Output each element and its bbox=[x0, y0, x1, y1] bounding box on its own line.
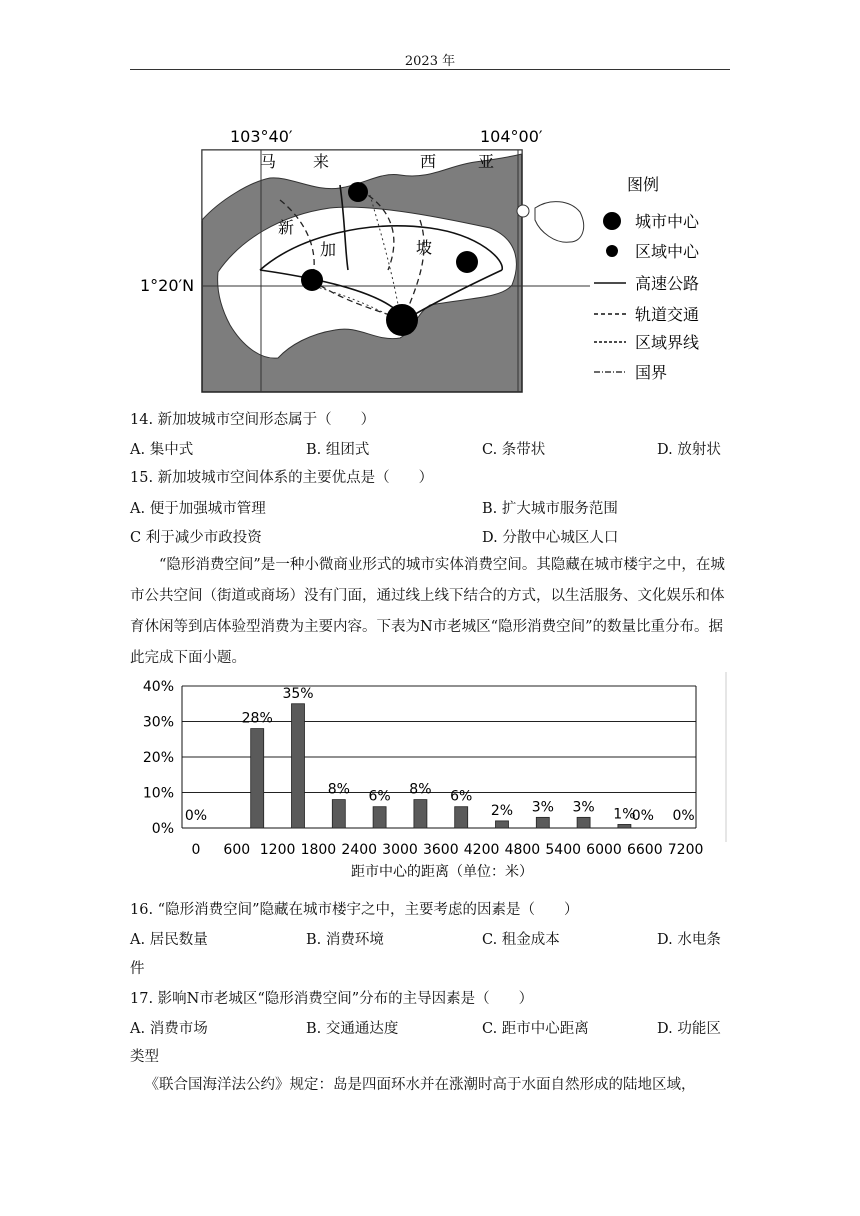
chart-bar bbox=[536, 817, 549, 828]
legend-item-1: 城市中心 bbox=[635, 212, 700, 231]
q17-option-d[interactable]: D. 功能区 bbox=[657, 1021, 721, 1037]
chart-data-label: 3% bbox=[531, 799, 554, 816]
regional-center-north bbox=[348, 182, 368, 202]
q14-option-d[interactable]: D. 放射状 bbox=[657, 442, 721, 458]
legend-item-5: 区域界线 bbox=[635, 333, 700, 352]
q15-option-b[interactable]: B. 扩大城市服务范围 bbox=[482, 501, 618, 517]
chart-x-tick-label: 2400 bbox=[341, 842, 378, 858]
q16-option-a[interactable]: A. 居民数量 bbox=[130, 932, 208, 948]
passage-unclos: 《联合国海洋法公约》规定：岛是四面环水并在涨潮时高于水面自然形成的陆地区域， bbox=[144, 1077, 696, 1093]
chart-x-tick-label: 0 bbox=[191, 842, 201, 858]
q15-option-d[interactable]: D. 分散中心城区人口 bbox=[482, 530, 619, 546]
chart-bar bbox=[496, 821, 509, 828]
chart-y-tick-label: 40% bbox=[142, 679, 174, 695]
legend-item-3: 高速公路 bbox=[635, 274, 700, 293]
legend-title: 图例 bbox=[627, 175, 660, 194]
chart-data-label: 0% bbox=[184, 808, 208, 824]
chart-data-label: 6% bbox=[368, 788, 391, 805]
q14-option-a[interactable]: A. 集中式 bbox=[130, 442, 194, 458]
chart-x-tick-label: 3600 bbox=[422, 842, 459, 858]
chart-bar bbox=[332, 800, 345, 828]
legend-item-4: 轨道交通 bbox=[635, 305, 700, 324]
chart-bar bbox=[251, 729, 264, 828]
legend-item-2: 区域中心 bbox=[635, 242, 700, 261]
chart-x-tick-label: 3000 bbox=[382, 842, 418, 858]
chart-data-label: 35% bbox=[282, 685, 314, 702]
q16-option-d-wrap: 件 bbox=[130, 961, 145, 977]
chart-y-tick-label: 10% bbox=[142, 785, 174, 802]
q17-option-a[interactable]: A. 消费市场 bbox=[130, 1021, 208, 1037]
chart-y-tick-label: 20% bbox=[142, 750, 174, 766]
q14-stem: 14. 新加坡城市空间形态属于（ ） bbox=[130, 412, 376, 428]
q17-option-d-wrap: 类型 bbox=[130, 1049, 159, 1065]
island-label-2: 加 bbox=[320, 240, 337, 259]
country-label-4: 亚 bbox=[478, 152, 495, 171]
chart-bar bbox=[455, 807, 468, 828]
island-label-3: 坡 bbox=[416, 238, 433, 257]
legend-city-center-symbol bbox=[603, 212, 621, 230]
q15-option-a[interactable]: A. 便于加强城市管理 bbox=[130, 501, 266, 517]
chart-data-label: 8% bbox=[409, 781, 432, 798]
q17-option-c[interactable]: C. 距市中心距离 bbox=[482, 1021, 589, 1037]
ubin-island bbox=[535, 202, 584, 243]
small-island-marker bbox=[517, 205, 529, 217]
legend-region-center-symbol bbox=[606, 245, 618, 257]
page-header: 2023 年 bbox=[404, 54, 456, 69]
chart-data-label: 6% bbox=[450, 788, 473, 805]
lat-label: 1°20′N bbox=[140, 276, 195, 295]
chart-y-tick-label: 30% bbox=[142, 714, 174, 731]
singapore-map bbox=[130, 120, 730, 400]
chart-x-tick-label: 4200 bbox=[463, 842, 500, 858]
lon-label-2: 104°00′ bbox=[480, 127, 543, 146]
chart-bar bbox=[618, 824, 631, 828]
chart-bar bbox=[373, 807, 386, 828]
chart-x-tick-label: 7200 bbox=[667, 842, 704, 858]
country-label-2: 来 bbox=[313, 152, 330, 171]
chart-x-axis-label: 距市中心的距离（单位：米） bbox=[351, 864, 533, 880]
chart-data-label: 0% bbox=[631, 808, 654, 824]
q16-option-d[interactable]: D. 水电条 bbox=[657, 932, 721, 948]
q15-stem: 15. 新加坡城市空间体系的主要优点是（ ） bbox=[130, 470, 434, 486]
chart-y-tick-label: 0% bbox=[151, 821, 174, 837]
chart-data-label: 3% bbox=[572, 799, 595, 816]
q17-option-b[interactable]: B. 交通通达度 bbox=[306, 1021, 399, 1037]
chart-labels bbox=[143, 679, 704, 858]
country-label-3: 西 bbox=[420, 152, 437, 171]
chart-x-tick-label: 6600 bbox=[626, 842, 663, 858]
q14-option-c[interactable]: C. 条带状 bbox=[482, 442, 546, 458]
chart-bar bbox=[414, 800, 427, 828]
chart-data-label: 1% bbox=[613, 806, 636, 823]
island-label-1: 新 bbox=[278, 218, 295, 237]
q16-stem: 16. “隐形消费空间”隐藏在城市楼宇之中，主要考虑的因素是（ ） bbox=[130, 902, 579, 918]
q16-option-b[interactable]: B. 消费环境 bbox=[306, 932, 384, 948]
chart-x-tick-label: 5400 bbox=[545, 842, 582, 858]
city-center bbox=[386, 304, 418, 336]
chart-bar bbox=[292, 704, 305, 828]
chart-data-label: 2% bbox=[490, 802, 514, 819]
q15-option-c[interactable]: C 利于减少市政投资 bbox=[130, 530, 262, 546]
distance-bar-chart bbox=[130, 672, 730, 887]
chart-data-label: 0% bbox=[672, 808, 695, 824]
country-label-1: 马 bbox=[260, 152, 277, 171]
chart-x-tick-label: 600 bbox=[223, 842, 251, 858]
regional-center-west bbox=[301, 269, 323, 291]
chart-x-tick-label: 4800 bbox=[504, 842, 541, 858]
q16-option-c[interactable]: C. 租金成本 bbox=[482, 932, 560, 948]
chart-x-tick-label: 1800 bbox=[300, 842, 337, 858]
chart-x-tick-label: 1200 bbox=[259, 842, 296, 858]
header-rule bbox=[130, 69, 730, 70]
chart-data-label: 28% bbox=[241, 710, 273, 727]
legend-item-6: 国界 bbox=[635, 363, 668, 382]
q17-stem: 17. 影响N市老城区“隐形消费空间”分布的主导因素是（ ） bbox=[130, 991, 534, 1007]
chart-data-label: 8% bbox=[327, 781, 350, 798]
q14-option-b[interactable]: B. 组团式 bbox=[306, 442, 370, 458]
chart-x-tick-label: 6000 bbox=[586, 842, 622, 858]
passage-hidden-consumption: “隐形消费空间”是一种小微商业形式的城市实体消费空间。其隐藏在城市楼宇之中，在城市公共空间（街道或商场）没有门面，通过线上线下结合的方式，以生活服务、文化娱乐和体育休闲等到店体验型消费为主要内容。下表为N市老城区“隐形消费空间”的数量比重分布。据此完成下面小题。 bbox=[130, 557, 725, 666]
regional-center-east bbox=[456, 251, 478, 273]
chart-bar bbox=[577, 817, 590, 828]
lon-label-1: 103°40′ bbox=[230, 127, 293, 146]
